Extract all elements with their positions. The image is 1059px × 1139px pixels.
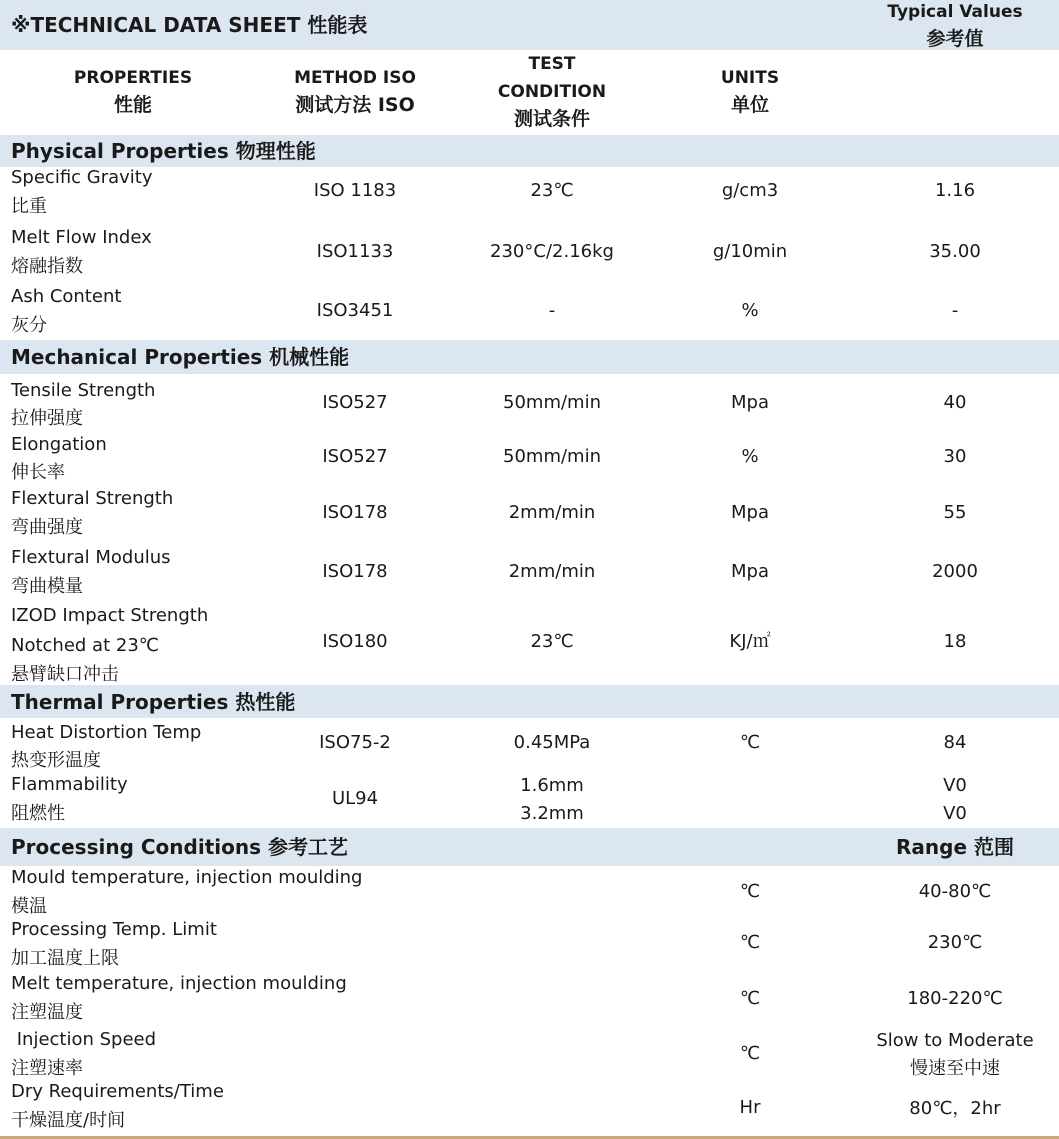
value-cell: 18 (943, 631, 967, 652)
unit-cell: g/10min (712, 241, 788, 262)
property-name-cn: 熔融指数 (11, 256, 83, 277)
property-name-cn: 悬臂缺口冲击 (11, 664, 119, 685)
unit-cell: % (741, 300, 759, 321)
property-name-cn: 注塑速率 (11, 1058, 83, 1079)
page-title: ※TECHNICAL DATA SHEET 性能表 (11, 13, 368, 37)
condition-cell: 50mm/min (503, 446, 601, 467)
header-condition: TEST (528, 54, 576, 74)
header-method: METHOD ISO (294, 68, 416, 88)
unit-cell: ℃ (739, 932, 761, 953)
header-condition-cn: 测试条件 (513, 108, 590, 130)
header-properties: PROPERTIES (73, 68, 193, 88)
value-cell: 35.00 (929, 241, 981, 262)
property-name-cn: 模温 (11, 896, 47, 917)
property-name: Heat Distortion Temp (11, 722, 202, 743)
unit-cell: Mpa (731, 561, 769, 582)
value-cell-2: V0 (943, 803, 967, 824)
property-name-cn: 注塑温度 (11, 1002, 83, 1023)
typical-values-label-cn: 参考值 (926, 28, 984, 50)
condition-cell: 0.45MPa (513, 732, 591, 753)
method-cell: ISO 1183 (313, 180, 397, 201)
header-properties-cn: 性能 (113, 94, 152, 116)
unit-cell: Mpa (731, 392, 769, 413)
method-cell: ISO180 (322, 631, 388, 652)
section-title-thermal: Thermal Properties 热性能 (11, 690, 296, 714)
unit-cell: ℃ (739, 881, 761, 902)
typical-values-label: Typical Values (887, 2, 1023, 22)
value-cell: - (951, 300, 959, 321)
unit-cell: Mpa (731, 502, 769, 523)
property-name-line2: Notched at 23℃ (11, 635, 159, 656)
value-cell: 1.16 (934, 180, 976, 201)
property-name-cn: 加工温度上限 (11, 948, 119, 969)
property-name-cn: 弯曲模量 (11, 576, 83, 597)
property-name-cn: 弯曲强度 (11, 517, 83, 538)
property-name: Mould temperature, injection moulding (11, 867, 363, 888)
property-name: Ash Content (11, 286, 122, 307)
unit-cell: % (741, 446, 759, 467)
value-cell: 40 (943, 392, 967, 413)
section-title-processing: Processing Conditions 参考工艺 (11, 835, 348, 859)
property-name: Flextural Modulus (11, 547, 171, 568)
method-cell: ISO1133 (316, 241, 394, 262)
value-cell: Slow to Moderate (876, 1030, 1034, 1051)
property-name: Melt temperature, injection moulding (11, 973, 347, 994)
condition-cell: 230°C/2.16kg (490, 241, 614, 262)
method-cell: ISO527 (322, 392, 388, 413)
property-name-cn: 拉伸强度 (11, 408, 83, 429)
header-units-cn: 单位 (730, 94, 769, 116)
section-title-mechanical: Mechanical Properties 机械性能 (11, 345, 350, 369)
property-name-cn: 热变形温度 (11, 750, 101, 771)
method-cell: ISO3451 (316, 300, 394, 321)
property-name: Injection Speed (11, 1029, 157, 1050)
condition-cell: 23℃ (530, 180, 574, 201)
unit-cell: ℃ (739, 988, 761, 1009)
property-name-cn: 阻燃性 (11, 803, 65, 824)
value-cell: 230℃ (927, 932, 983, 953)
method-cell: ISO178 (322, 561, 388, 582)
property-name: Elongation (11, 434, 107, 455)
value-cell-cn: 慢速至中速 (910, 1058, 1000, 1079)
condition-cell: 2mm/min (508, 561, 596, 582)
value-cell: 40-80℃ (918, 881, 992, 902)
condition-cell: 23℃ (530, 631, 574, 652)
value-cell: 180-220℃ (907, 988, 1003, 1009)
property-name: Processing Temp. Limit (11, 919, 217, 940)
property-name-cn: 干燥温度/时间 (11, 1110, 126, 1131)
unit-cell: g/cm3 (721, 180, 779, 201)
range-label: Range 范围 (896, 835, 1014, 859)
property-name-cn: 伸长率 (11, 462, 65, 483)
property-name-cn: 比重 (11, 196, 47, 217)
method-cell: ISO527 (322, 446, 388, 467)
header-condition-2: CONDITION (497, 82, 607, 102)
property-name: Melt Flow Index (11, 227, 152, 248)
property-name: Tensile Strength (11, 380, 156, 401)
property-name: Flextural Strength (11, 488, 174, 509)
method-cell: ISO178 (322, 502, 388, 523)
header-method-cn: 测试方法 ISO (295, 94, 415, 116)
value-cell: 2000 (932, 561, 978, 582)
unit-cell: ℃ (739, 1043, 761, 1064)
property-name-cn: 灰分 (11, 315, 47, 336)
property-name: Specific Gravity (11, 167, 153, 188)
value-cell: 80℃，2hr (909, 1098, 1001, 1119)
section-title-physical: Physical Properties 物理性能 (11, 139, 316, 163)
condition-cell: - (548, 300, 556, 321)
method-cell: ISO75-2 (319, 732, 391, 753)
method-cell: UL94 (331, 788, 379, 809)
property-name: Flammability (11, 774, 128, 795)
value-cell: 84 (943, 732, 967, 753)
unit-cell: ℃ (739, 732, 761, 753)
unit-cell: Hr (739, 1097, 761, 1118)
value-cell: 30 (943, 446, 967, 467)
condition-cell: 1.6mm (520, 775, 584, 796)
value-cell: 55 (943, 502, 967, 523)
property-name: Dry Requirements/Time (11, 1081, 224, 1102)
condition-cell-2: 3.2mm (520, 803, 584, 824)
condition-cell: 50mm/min (503, 392, 601, 413)
unit-cell: KJ/㎡ (729, 631, 771, 652)
condition-cell: 2mm/min (508, 502, 596, 523)
value-cell: V0 (943, 775, 967, 796)
property-name: IZOD Impact Strength (11, 605, 209, 626)
header-units: UNITS (720, 68, 780, 88)
